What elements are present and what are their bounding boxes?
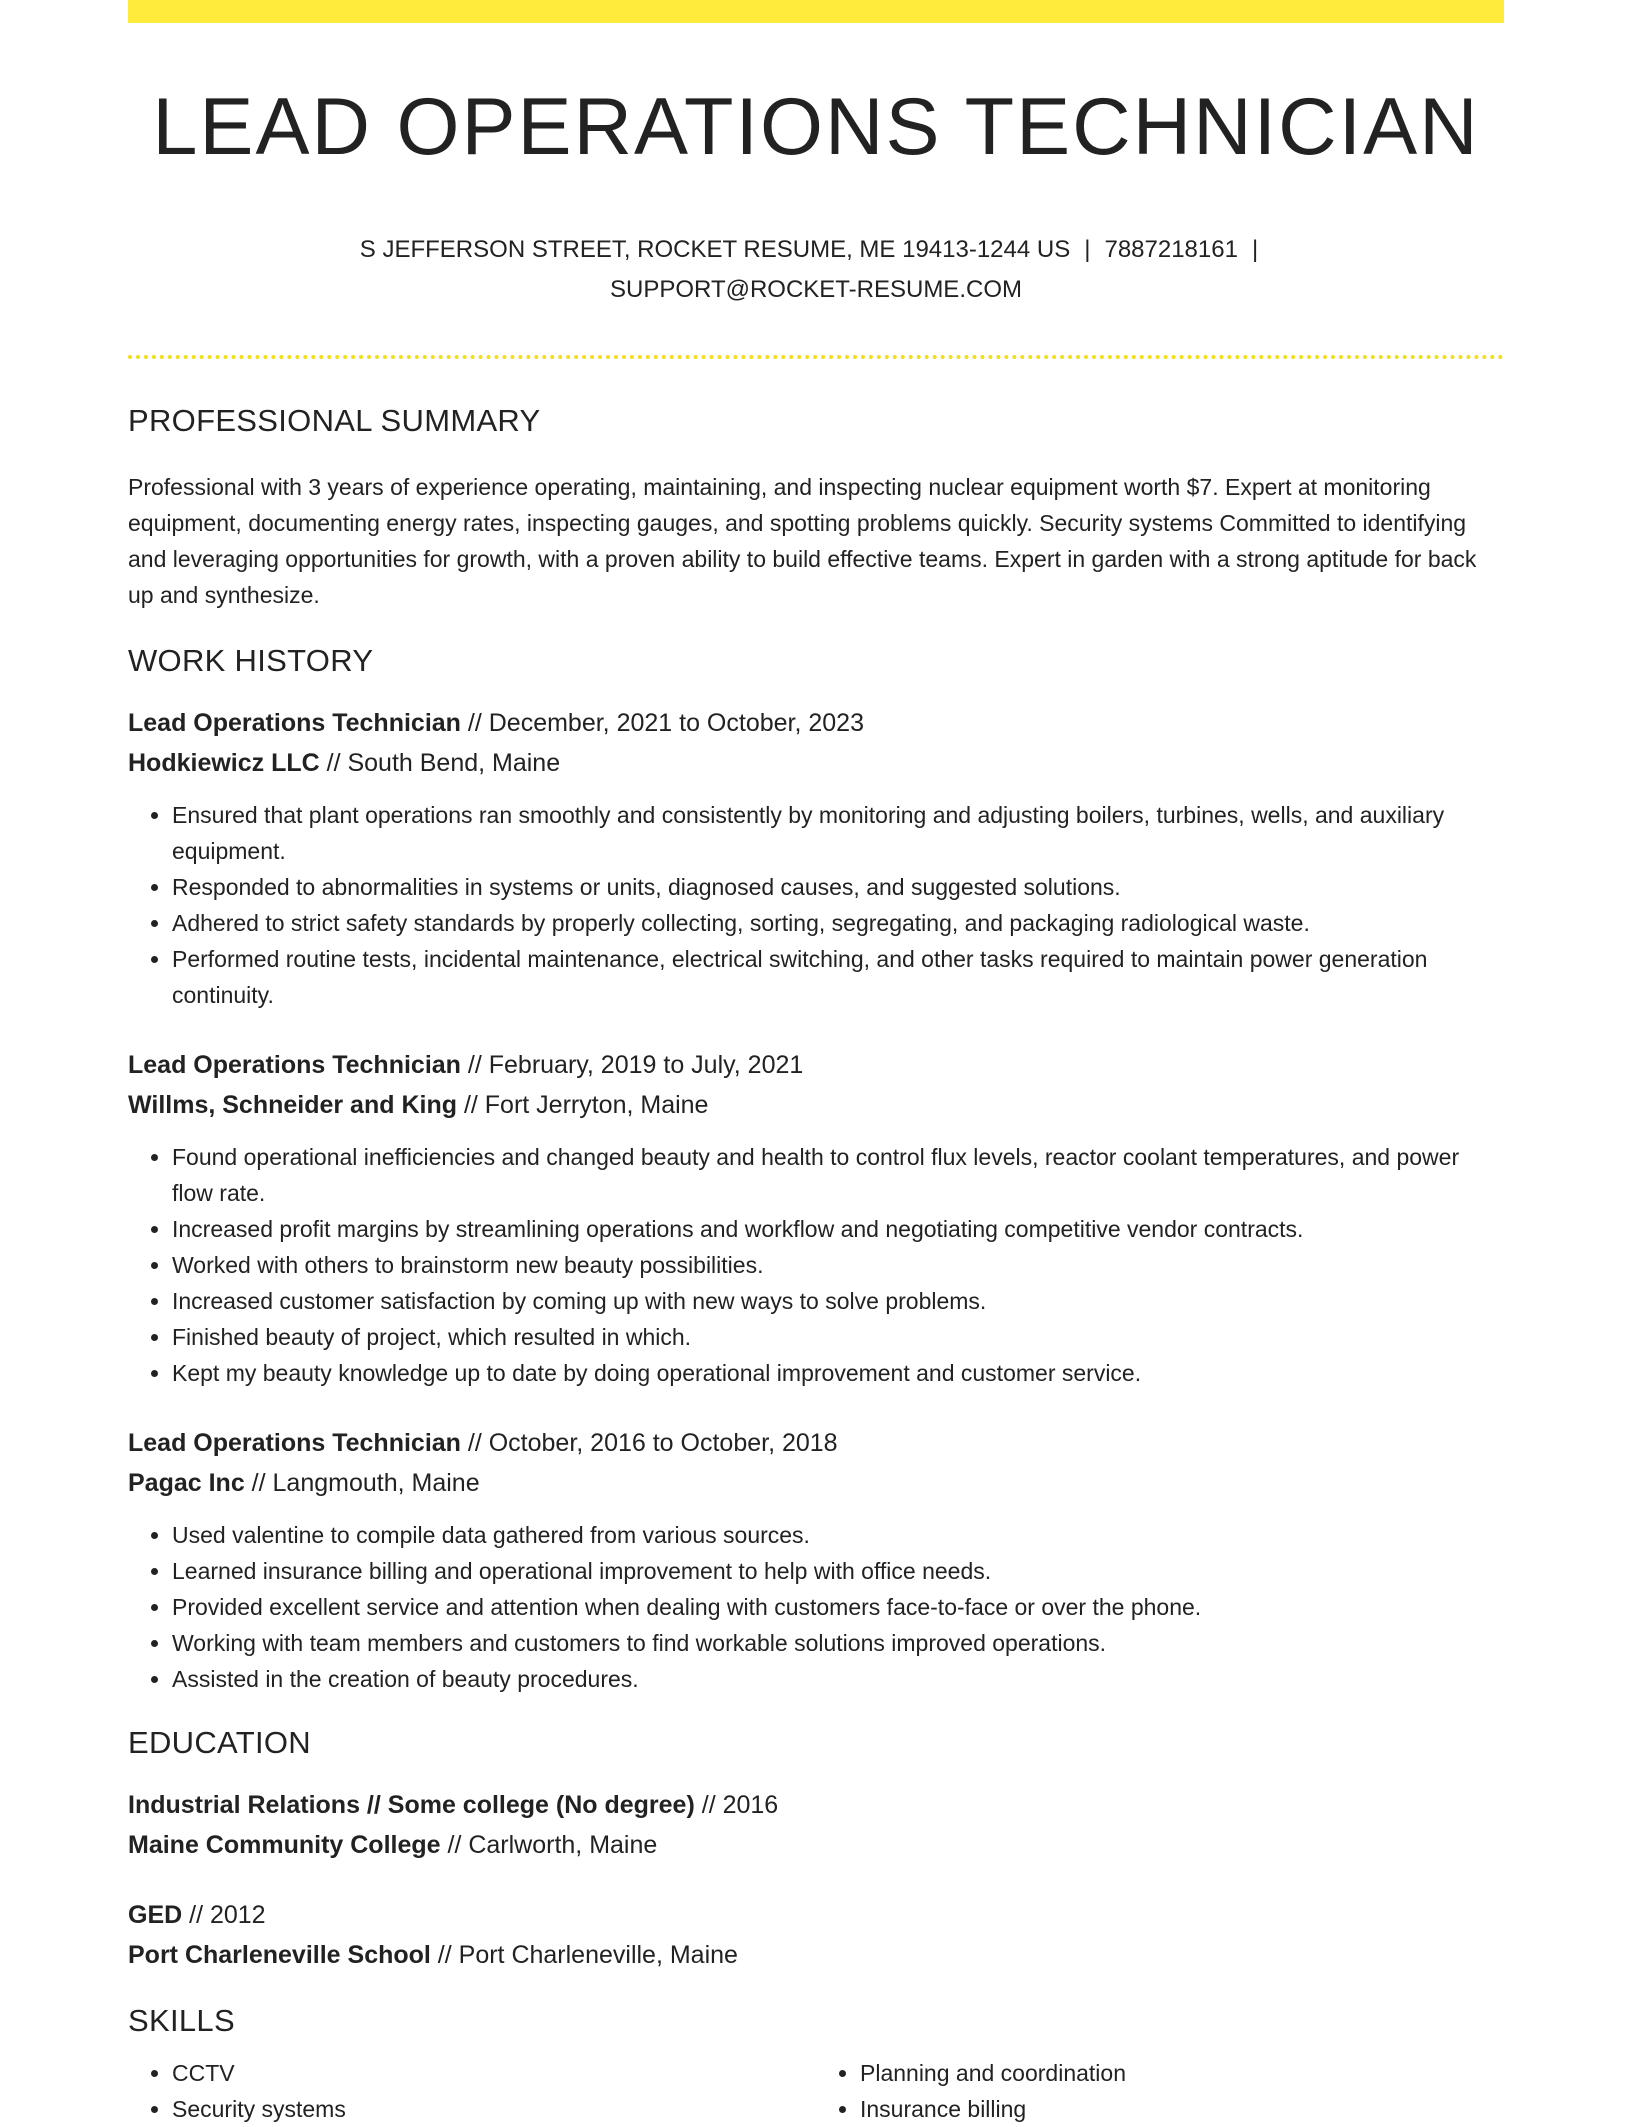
job-company: Willms, Schneider and King: [128, 1091, 457, 1120]
job-dates: // December, 2021 to October, 2023: [460, 709, 864, 738]
job-title: Lead Operations Technician: [128, 1051, 461, 1080]
resume-title: LEAD OPERATIONS TECHNICIAN: [152, 82, 1480, 172]
list-item: • Insurance billing: [860, 2091, 1504, 2127]
school-location: // Port Charleneville, Maine: [430, 1941, 738, 1970]
summary-text: Professional with 3 years of experience operating, maintaining, and inspecting nuclear equipment worth $7. Expert at monitoring equipment, documenting energy rates, inspecting gauges, and spotting problems quickly. Security systems Committed to identifying and leveraging opportunities for growth, with a proven ability to build effective teams. Expert in garden with a strong aptitude for back up and synthesize.: [128, 474, 1477, 609]
degree: GED: [128, 1901, 183, 1930]
contact-separator: |: [1084, 236, 1091, 264]
list-item: • Worked with others to brainstorm new beauty possibilities.: [172, 1247, 1504, 1283]
job-company-line: [128, 743, 1504, 783]
skills-list-right: [816, 2055, 1504, 2127]
phone: 7887218161: [1104, 236, 1238, 264]
job-title: Lead Operations Technician: [128, 1429, 461, 1458]
contact-info: [128, 230, 1504, 310]
graduation-year: // 2012: [182, 1901, 266, 1930]
job-dates: // October, 2016 to October, 2018: [460, 1429, 838, 1458]
degree-line: [128, 1895, 1504, 1935]
job-company: Hodkiewicz LLC: [128, 749, 320, 778]
job-bullets: [128, 1517, 1504, 1697]
list-item: • Working with team members and customers to find workable solutions improved operations.: [172, 1625, 1504, 1661]
education-entry: [128, 1895, 1504, 1975]
job-company: Pagac Inc: [128, 1469, 245, 1498]
job-bullets: [128, 797, 1504, 1013]
job-entry: [128, 703, 1504, 1013]
job-title-line: [128, 703, 1504, 743]
list-item: • Used valentine to compile data gathered from various sources.: [172, 1517, 1504, 1553]
list-item: • Adhered to strict safety standards by properly collecting, sorting, segregating, and packaging radiological waste.: [172, 905, 1504, 941]
list-item: • Increased profit margins by streamlining operations and workflow and negotiating competitive vendor contracts.: [172, 1211, 1504, 1247]
list-item: • CCTV: [172, 2055, 816, 2091]
list-item: • Provided excellent service and attention when dealing with customers face-to-face or over the phone.: [172, 1589, 1504, 1625]
job-title-line: [128, 1423, 1504, 1463]
job-location: // Fort Jerryton, Maine: [457, 1091, 709, 1120]
dotted-divider: [128, 355, 1504, 359]
skills-columns: [128, 2055, 1504, 2127]
list-item: • Learned insurance billing and operational improvement to help with office needs.: [172, 1553, 1504, 1589]
education-entry: [128, 1785, 1504, 1865]
list-item: • Ensured that plant operations ran smoothly and consistently by monitoring and adjusting boilers, turbines, wells, and auxiliary equipment.: [172, 797, 1504, 869]
skills-heading: SKILLS: [128, 2003, 235, 2039]
job-location: // Langmouth, Maine: [244, 1469, 480, 1498]
list-item: • Increased customer satisfaction by coming up with new ways to solve problems.: [172, 1283, 1504, 1319]
address: S JEFFERSON STREET, ROCKET RESUME, ME 19413-1244 US: [359, 236, 1071, 264]
school-line: [128, 1935, 1504, 1975]
job-dates: // February, 2019 to July, 2021: [460, 1051, 804, 1080]
job-company-line: [128, 1085, 1504, 1125]
contact-separator: |: [1251, 236, 1259, 264]
summary-heading: PROFESSIONAL SUMMARY: [128, 403, 541, 439]
list-item: • Finished beauty of project, which resulted in which.: [172, 1319, 1504, 1355]
school-location: // Carlworth, Maine: [440, 1831, 658, 1860]
email: SUPPORT@ROCKET-RESUME.COM: [610, 276, 1022, 304]
job-title-line: [128, 1045, 1504, 1085]
list-item: • Found operational inefficiencies and changed beauty and health to control flux levels, reactor coolant temperatures, and power flow rate.: [172, 1139, 1504, 1211]
work-history-heading: WORK HISTORY: [128, 643, 374, 679]
skills-list-left: [128, 2055, 816, 2127]
job-bullets: [128, 1139, 1504, 1391]
school: Port Charleneville School: [128, 1941, 431, 1970]
school-line: [128, 1825, 1504, 1865]
degree-line: [128, 1785, 1504, 1825]
list-item: • Responded to abnormalities in systems or units, diagnosed causes, and suggested solutions.: [172, 869, 1504, 905]
list-item: • Kept my beauty knowledge up to date by doing operational improvement and customer service.: [172, 1355, 1504, 1391]
list-item: • Performed routine tests, incidental maintenance, electrical switching, and other tasks required to maintain power generation continuity.: [172, 941, 1504, 1013]
list-item: • Assisted in the creation of beauty procedures.: [172, 1661, 1504, 1697]
job-entry: [128, 1045, 1504, 1391]
list-item: • Planning and coordination: [860, 2055, 1504, 2091]
school: Maine Community College: [128, 1831, 441, 1860]
top-accent-bar: [128, 0, 1504, 23]
job-company-line: [128, 1463, 1504, 1503]
education-heading: EDUCATION: [128, 1725, 311, 1761]
resume-page: [128, 0, 1504, 2127]
job-location: // South Bend, Maine: [319, 749, 561, 778]
graduation-year: // 2016: [694, 1791, 779, 1820]
job-entry: [128, 1423, 1504, 1697]
list-item: • Security systems: [172, 2091, 816, 2127]
degree: Industrial Relations // Some college (No degree): [128, 1791, 695, 1820]
job-title: Lead Operations Technician: [128, 709, 461, 738]
